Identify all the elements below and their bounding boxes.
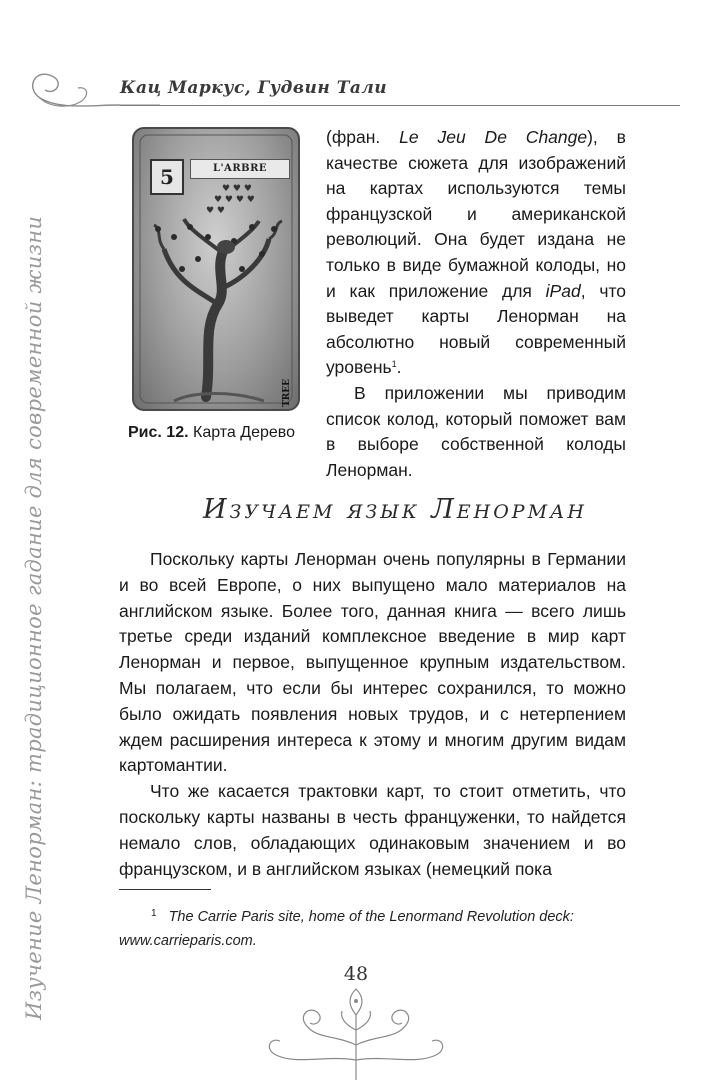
paragraph <box>326 125 626 381</box>
right-column-text <box>326 125 626 483</box>
text-run: ), в качестве сюжета для изображений на картах используются темы французской и американской революций. Она будет издана не только в виде бумажной колоды, но и как приложение для <box>326 127 626 301</box>
text-run: , что выведет карты Ленорман на абсолютно новый современный уровень <box>326 280 626 378</box>
running-side-title: Изучение Ленорман: традиционное гадание для современной жизни <box>22 215 46 1020</box>
footnote-number: 1 <box>151 908 157 919</box>
header-rule <box>120 105 680 106</box>
text-run: . <box>396 357 402 378</box>
caption-number: Рис. 12. <box>128 424 189 441</box>
svg-text:♥ ♥ ♥: ♥ ♥ ♥ <box>222 184 252 194</box>
footnote-text: The Carrie Paris site, home of the Lenormand Revolution deck: www.carrieparis.com. <box>119 909 574 949</box>
running-header-authors: Кац Маркус, Гудвин Тали <box>120 78 388 98</box>
page-number: 48 <box>343 963 369 985</box>
svg-text:♥ ♥ ♥ ♥: ♥ ♥ ♥ ♥ <box>214 195 255 205</box>
text-run: (фран. <box>326 127 400 147</box>
paragraph: Что же касается трактовки карт, то стоит отметить, что поскольку карты названы в честь француженки, то найдется немало слов, обладающих одинаковым значением и во французском, и в английском языках (немецкий пока <box>119 781 626 879</box>
svg-text:♥ ♥: ♥ ♥ <box>206 206 225 216</box>
bottom-flourish-ornament <box>256 975 456 1080</box>
italic-run: Le Jeu De Change <box>399 127 588 147</box>
italic-run: iPad <box>545 280 581 301</box>
tree-card-image <box>132 127 300 411</box>
figure-caption <box>128 424 295 442</box>
card-title-banner: L'ARBRE <box>190 159 290 179</box>
hearts-icon <box>206 184 255 216</box>
section-heading: Изучаем язык Ленорман <box>202 494 587 525</box>
paragraph: Поскольку карты Ленорман очень популярны в Германии и во всей Европе, о них выпущено мало материалов на английском языке. Более того, данная книга — всего лишь третье среди изданий комплексное введение в мир карт Ленорман и первое, выпущенное крупным издательством. Мы полагаем, что если бы интерес сохранился, то можно было ожидать появления новых трудов, и с нетерпением ждем расширения интереса к этому и многим другим видам картомантии. <box>119 549 626 776</box>
footnote-ref[interactable]: 1 <box>391 359 397 370</box>
footnote <box>119 902 626 953</box>
body-text <box>119 547 626 882</box>
card-number: 5 <box>150 159 184 195</box>
footnote-rule <box>119 889 211 890</box>
paragraph: В приложении мы приводим список колод, который поможет вам в выборе собственной колоды Ленорман. <box>326 382 626 480</box>
caption-text: Карта Дерево <box>193 424 296 441</box>
card-corner-label: TREE <box>282 379 292 407</box>
